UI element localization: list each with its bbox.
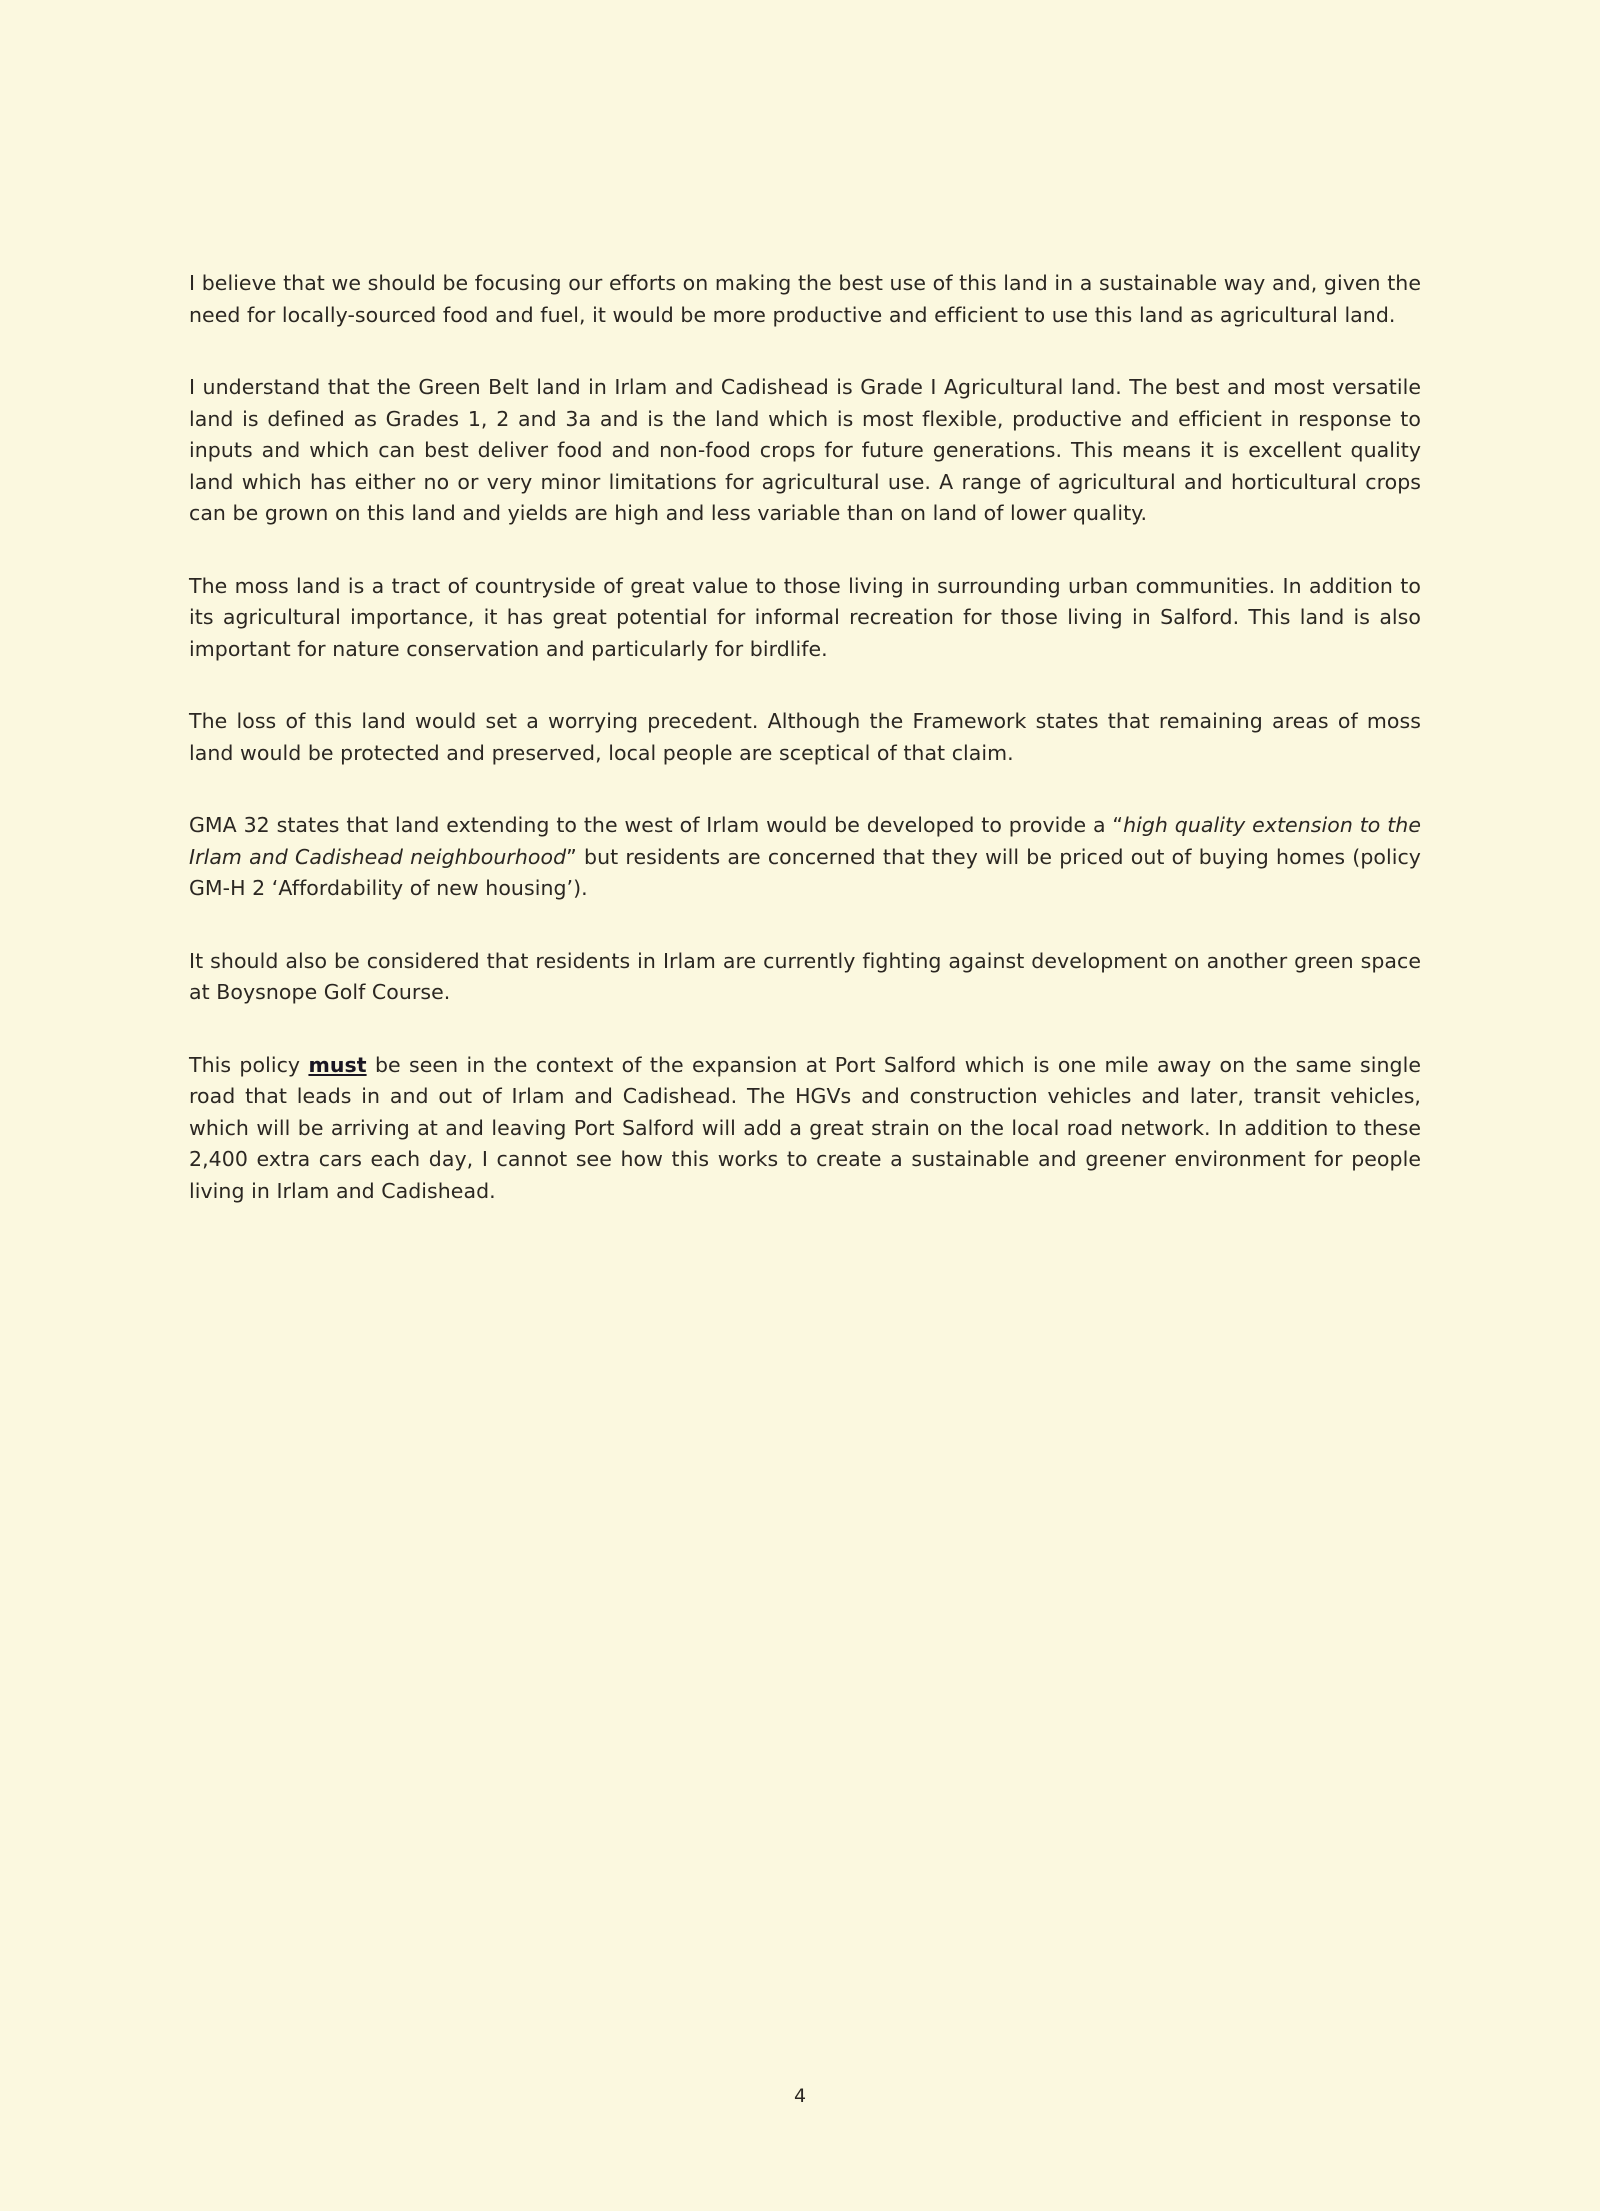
document-body [189,268,1421,1248]
paragraph-boysnope: It should also be considered that residents in Irlam are currently fighting against development on another green space at Boysnope Golf Course. [189,948,1421,1004]
paragraph-gma32 [189,810,1421,905]
paragraph-gma32-before: GMA 32 states that land extending to the west of Irlam would be developed to provide a “ [189,813,1124,837]
paragraph-port-salford-before: This policy [189,1052,309,1077]
paragraph-sustainable-land-use: I believe that we should be focusing our efforts on making the best use of this land in a sustainable way and, given the need for locally-sourced food and fuel, it would be more productive and efficient to use this land as agricultural land. [189,271,1421,327]
paragraph-agricultural-grade: I understand that the Green Belt land in Irlam and Cadishead is Grade I Agricultural land. The best and most versatile land is defined as Grades 1, 2 and 3a and is the land which is most flexible, productive and efficient in response to inputs and which can best deliver food and non-food crops for future generations. This means it is excellent quality land which has either no or very minor limitations for agricultural use. A range of agricultural and horticultural crops can be grown on this land and yields are high and less variable than on land of lower quality. [189,375,1421,525]
paragraph-gma32-after: ” but residents are concerned that they will be priced out of buying homes (policy GM-H 2 ‘Affordability of new housing’). [189,844,1421,900]
paragraph-moss-land-value: The moss land is a tract of countryside of great value to those living in surrounding urban communities. In addition to its agricultural importance, it has great potential for informal recreation for those living in Salford. This land is also important for nature conservation and particularly for birdlife. [189,573,1421,661]
paragraph-gma32-quote: high quality extension to the Irlam and Cadishead neighbourhood [189,813,1422,869]
emphasis-must: must [308,1052,367,1077]
paragraph-port-salford [189,1050,1421,1208]
paragraph-precedent: The loss of this land would set a worrying precedent. Although the Framework states that remaining areas of moss land would be protected and preserved, local people are sceptical of that claim. [189,709,1421,765]
paragraph-port-salford-after: be seen in the context of the expansion at Port Salford which is one mile away on the same single road that leads in and out of Irlam and Cadishead. The HGVs and construction vehicles and later, transit vehicles, which will be arriving at and leaving Port Salford will add a great strain on the local road network. In addition to these 2,400 extra cars each day, I cannot see how this works to create a sustainable and greener environment for people living in Irlam and Cadishead. [189,1052,1422,1203]
page-number: 4 [793,2085,807,2107]
